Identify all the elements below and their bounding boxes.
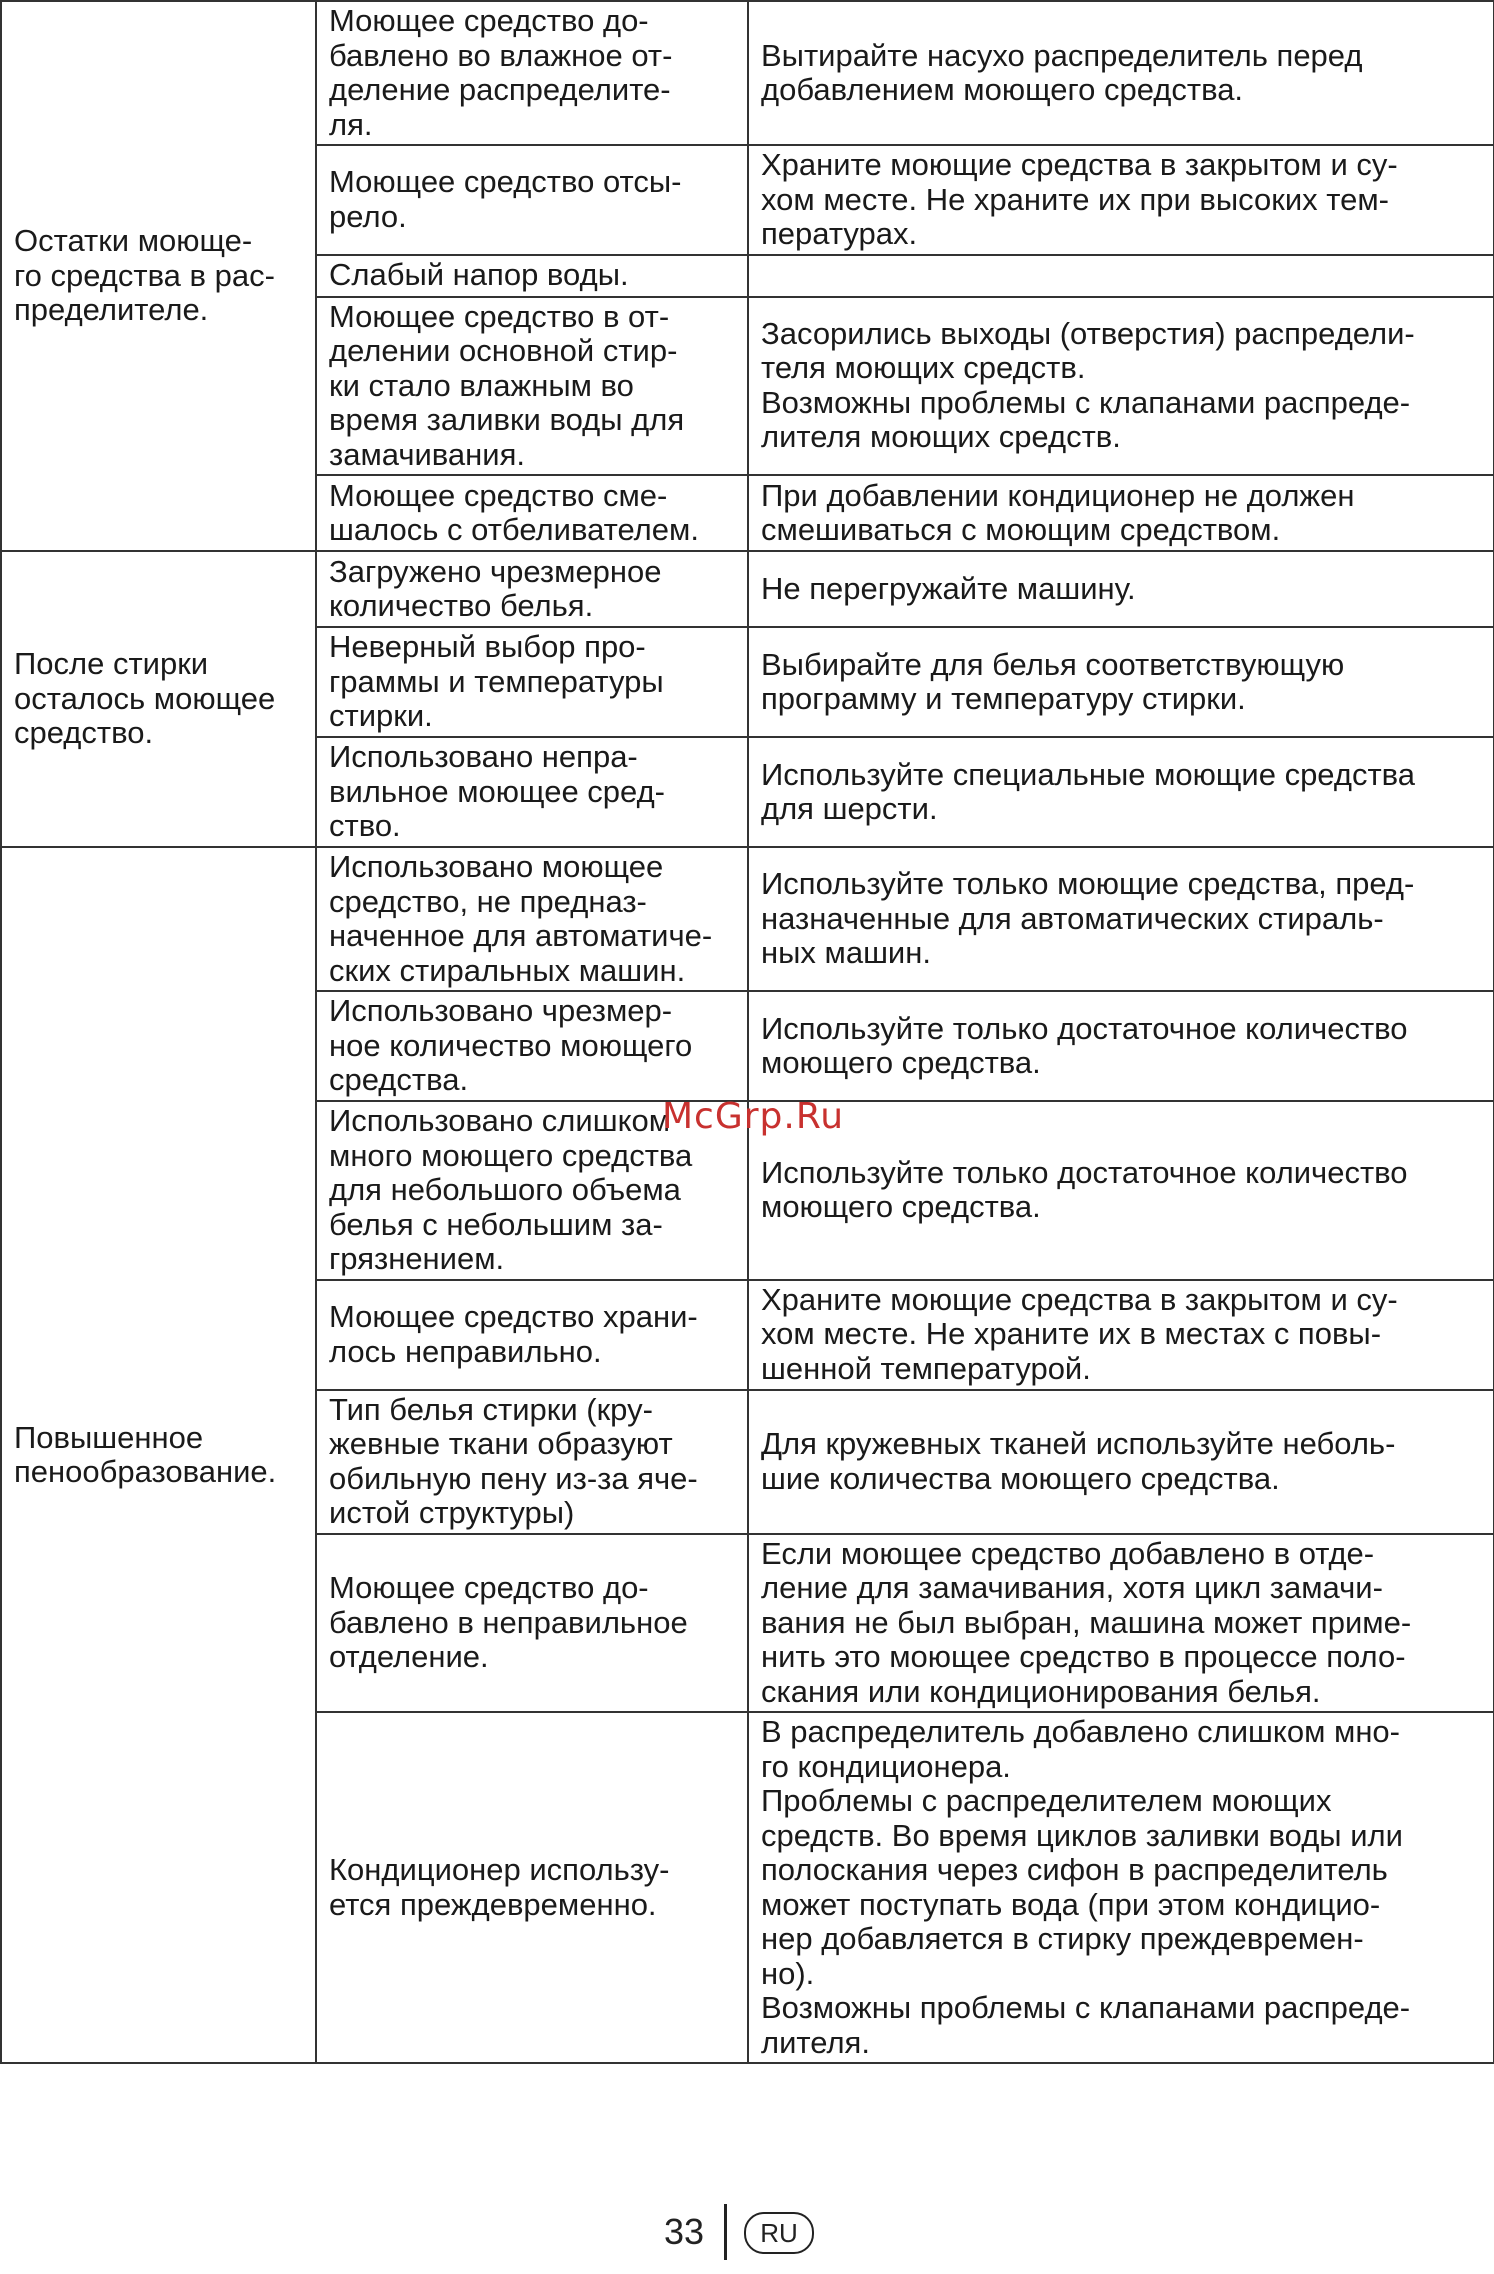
solution-cell: Используйте только достаточное количество моющего средства. [748, 1101, 1494, 1280]
cause-cell: Тип белья стирки (кру- жевные ткани образуют обильную пену из-за яче- истой структуры) [316, 1390, 748, 1534]
solution-cell: Вытирайте насухо распределитель перед добавлением моющего средства. [748, 1, 1494, 145]
table-row [1, 1, 1494, 145]
cause-cell: Использовано чрезмер- ное количество моющего средства. [316, 991, 748, 1101]
cause-cell: Моющее средство до- бавлено в неправильное отделение. [316, 1534, 748, 1713]
language-badge: RU [744, 2212, 814, 2254]
cause-cell: Использовано непра- вильное моющее сред- ство. [316, 737, 748, 847]
page-footer [0, 2211, 1494, 2274]
solution-cell-empty [748, 255, 1494, 297]
solution-cell: Используйте только моющие средства, пред- назначенные для автоматических стираль- ных машин. [748, 847, 1494, 991]
solution-cell: Засорились выходы (отверстия) распредели- теля моющих средств. Возможны проблемы с клапанами распреде- лителя моющих средств. [748, 297, 1494, 476]
page-number: 33 [664, 2211, 705, 2252]
watermark: McGrp.Ru [662, 1096, 845, 1137]
cause-cell: Моющее средство до- бавлено во влажное от- деление распределите- ля. [316, 1, 748, 145]
cause-cell: Использовано слишком много моющего средства для небольшого объема белья с небольшим за- грязнением. [316, 1101, 748, 1280]
cause-cell: Моющее средство отсы- рело. [316, 145, 748, 255]
symptom-cell: Повышенное пенообразование. [1, 847, 316, 2063]
solution-cell: Используйте только достаточное количество моющего средства. [748, 991, 1494, 1101]
footer-divider [724, 2204, 727, 2260]
cause-cell: Использовано моющее средство, не предназ- наченное для автоматиче- ских стиральных машин. [316, 847, 748, 991]
cause-cell: Загружено чрезмерное количество белья. [316, 551, 748, 627]
cause-cell: Моющее средство сме- шалось с отбеливателем. [316, 475, 748, 551]
cause-cell: Моющее средство в от- делении основной стир- ки стало влажным во время заливки воды для замачивания. [316, 297, 748, 476]
symptom-cell: Остатки моюще- го средства в рас- пределителе. [1, 1, 316, 551]
solution-cell: Для кружевных тканей используйте неболь- шие количества моющего средства. [748, 1390, 1494, 1534]
solution-cell: Используйте специальные моющие средства для шерсти. [748, 737, 1494, 847]
cause-cell: Неверный выбор про- граммы и температуры стирки. [316, 627, 748, 737]
table-row [1, 551, 1494, 627]
solution-cell: Если моющее средство добавлено в отде- ление для замачивания, хотя цикл замачи- вания не был выбран, машина может приме- нить это моющее средство в процессе поло- скания или кондиционирования белья. [748, 1534, 1494, 1713]
solution-cell: Храните моющие средства в закрытом и су- хом месте. Не храните их в местах с повы- шенной температурой. [748, 1280, 1494, 1390]
table-row [1, 847, 1494, 991]
solution-cell: Не перегружайте машину. [748, 551, 1494, 627]
solution-cell: В распределитель добавлено слишком мно- го кондиционера. Проблемы с распределителем моющих средств. Во время циклов заливки воды или полоскания через сифон в распределитель может поступать вода (при этом кондицио- нер добавляется в стирку преждевремен- но). Возможны проблемы с клапанами распреде- лителя. [748, 1712, 1494, 2063]
cause-cell: Слабый напор воды. [316, 255, 748, 297]
symptom-cell: После стирки осталось моющее средство. [1, 551, 316, 847]
cause-cell: Кондиционер использу- ется преждевременно. [316, 1712, 748, 2063]
cause-cell: Моющее средство храни- лось неправильно. [316, 1280, 748, 1390]
solution-cell: Выбирайте для белья соответствующую программу и температуру стирки. [748, 627, 1494, 737]
solution-cell: При добавлении кондиционер не должен смешиваться с моющим средством. [748, 475, 1494, 551]
solution-cell: Храните моющие средства в закрытом и су- хом месте. Не храните их при высоких тем- пературах. [748, 145, 1494, 255]
